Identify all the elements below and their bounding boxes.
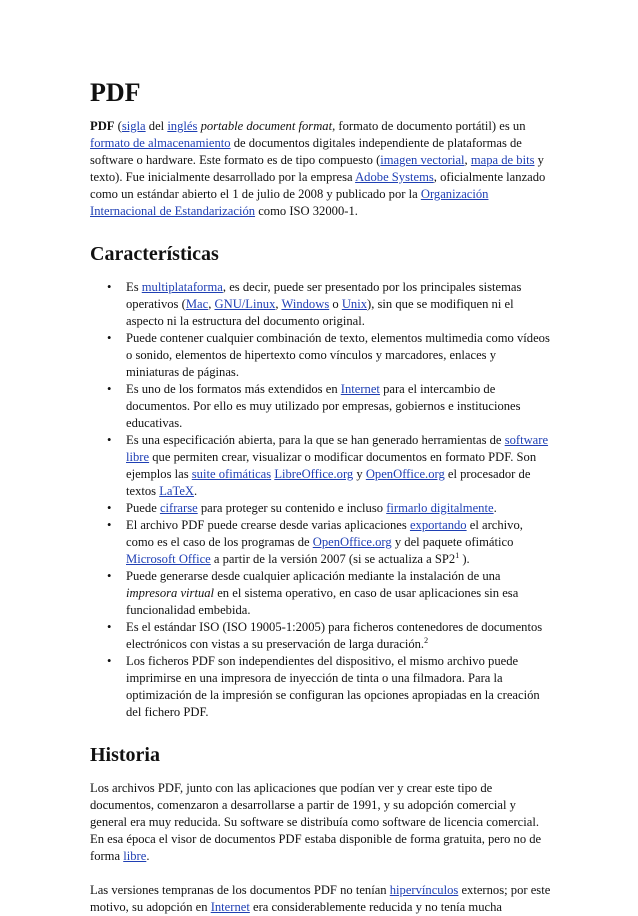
text-run: , formato de documento portátil) es un: [332, 119, 526, 133]
text-run: ), sin que se modifiquen ni el aspecto ni la estructura del documento original.: [126, 297, 514, 328]
list-item-text: [126, 280, 521, 328]
text-run: ,: [275, 297, 282, 311]
text-run: Es el estándar ISO (ISO 19005-1:2005) para ficheros contenedores de documentos electrónicos con vistas a su preservación de larga duración.: [126, 620, 543, 651]
link-gnu-linux[interactable]: GNU/Linux: [214, 297, 276, 311]
text-run: del: [145, 119, 168, 133]
bullet-icon: •: [107, 620, 112, 634]
list-item: [90, 381, 552, 432]
page-title: PDF: [90, 78, 141, 107]
text-run: el procesador de textos: [126, 467, 531, 498]
list-item: [90, 619, 552, 653]
link-exportando[interactable]: exportando: [409, 518, 467, 532]
history-paragraph: [90, 882, 552, 916]
link-mac[interactable]: Mac: [185, 297, 209, 311]
link-windows[interactable]: Windows: [281, 297, 330, 311]
bullet-icon: •: [107, 569, 112, 583]
features-list: [90, 279, 552, 721]
link-internet[interactable]: Internet: [340, 382, 380, 396]
list-item-text: [126, 518, 523, 566]
text-run: y del paquete ofimático: [391, 535, 514, 549]
bullet-icon: •: [107, 331, 112, 345]
link-ingles[interactable]: inglés: [167, 119, 198, 133]
text-run: para el intercambio de documentos. Por ello es muy utilizado por empresas, gobiernos e instituciones educativas.: [126, 382, 521, 430]
italic-term: impresora virtual: [126, 586, 215, 600]
text-run: , es decir, puede ser presentado por los principales sistemas operativos (: [126, 280, 522, 311]
text-run: a partir de la versión 2007 (si se actualiza a SP2: [210, 552, 456, 566]
link-sigla[interactable]: sigla: [121, 119, 146, 133]
text-run: y: [353, 467, 366, 481]
link-suite-ofimaticas[interactable]: suite ofimáticas: [191, 467, 272, 481]
link-internet[interactable]: Internet: [210, 900, 250, 914]
text-run: Puede: [126, 501, 160, 515]
text-run: .: [146, 849, 150, 863]
link-adobe-systems[interactable]: Adobe Systems: [355, 170, 434, 184]
list-item-text: [126, 569, 518, 617]
list-item-text: [126, 620, 542, 651]
link-latex[interactable]: LaTeX: [159, 484, 195, 498]
list-item-text: [126, 382, 521, 430]
link-openoffice-org[interactable]: OpenOffice.org: [365, 467, 445, 481]
bullet-icon: •: [107, 518, 112, 532]
italic-term: portable document format: [200, 119, 333, 133]
section-heading-caracteristicas: Características: [90, 243, 219, 265]
text-run: .: [194, 484, 198, 498]
link-multiplataforma[interactable]: multiplataforma: [141, 280, 223, 294]
text-run: ,: [208, 297, 215, 311]
link-mapa-de-bits[interactable]: mapa de bits: [470, 153, 535, 167]
link-firmarlo-digitalmente[interactable]: firmarlo digitalmente: [386, 501, 494, 515]
list-item: [90, 500, 552, 517]
list-item: [90, 517, 552, 568]
intro-paragraph: [90, 118, 552, 220]
list-item: [90, 279, 552, 330]
section-heading-historia: Historia: [90, 744, 160, 766]
text-run: Es una especificación abierta, para la que se han generado herramientas de: [126, 433, 505, 447]
text-run: , oficialmente lanzado como un estándar abierto el 1 de julio de 2008 y publicado por la: [90, 170, 546, 201]
link-openoffice-org[interactable]: OpenOffice.org: [312, 535, 392, 549]
link-formato-de-almacenamiento[interactable]: formato de almacenamiento: [90, 136, 231, 150]
link-microsoft-office[interactable]: Microsoft Office: [126, 552, 211, 566]
link-cifrarse[interactable]: cifrarse: [159, 501, 198, 515]
text-run: como ISO 32000-1.: [255, 204, 358, 218]
text-run: externos; por este motivo, su adopción en: [90, 883, 551, 914]
list-item: [90, 432, 552, 500]
document-page: [90, 78, 552, 916]
list-item: [90, 568, 552, 619]
text-run: que permiten crear, visualizar o modificar documentos en formato PDF. Son ejemplos las: [126, 450, 537, 481]
bullet-icon: •: [107, 280, 112, 294]
text-run: Es uno de los formatos más extendidos en: [126, 382, 341, 396]
link-libre[interactable]: libre: [123, 849, 147, 863]
list-item-text: [126, 501, 497, 515]
text-run: para proteger su contenido e incluso: [197, 501, 387, 515]
link-imagen-vectorial[interactable]: imagen vectorial: [380, 153, 465, 167]
list-item: [90, 653, 552, 721]
link-hipervinculos[interactable]: hipervínculos: [389, 883, 459, 897]
history-body: [90, 780, 552, 916]
text-run: .: [493, 501, 497, 515]
footnote-ref[interactable]: 2: [424, 635, 429, 645]
text-run: o: [329, 297, 342, 311]
list-item-text: [126, 654, 540, 719]
bullet-icon: •: [107, 654, 112, 668]
history-paragraph: [90, 780, 552, 865]
text-run: y texto). Fue inicialmente desarrollado por la empresa: [90, 153, 544, 184]
bullet-icon: •: [107, 501, 112, 515]
text-run: ,: [464, 153, 471, 167]
text-run: Puede generarse desde cualquier aplicación mediante la instalación de una: [126, 569, 501, 583]
list-item-text: [126, 433, 548, 498]
text-run: en el sistema operativo, en caso de usar aplicaciones sin esa funcionalidad embebida.: [126, 586, 519, 617]
text-run: el archivo, como es el caso de los programas de: [126, 518, 523, 549]
text-run: El archivo PDF puede crearse desde varias aplicaciones: [126, 518, 410, 532]
text-run: Puede contener cualquier combinación de texto, elementos multimedia como vídeos o sonido, elementos de hipertexto como vínculos y marcadores, enlaces y miniaturas de páginas.: [126, 331, 550, 379]
text-run: Es: [126, 280, 142, 294]
text-run: Los ficheros PDF son independientes del dispositivo, el mismo archivo puede imprimirse en una impresora de inyección de tinta o una filmadora. Para la optimización de la impresión se configuran las opciones apropiadas en la creación del fichero PDF.: [126, 654, 540, 719]
text-run: era considerablemente reducida y no tenía mucha: [249, 900, 502, 914]
text-run: (: [114, 119, 122, 133]
text-run: Las versiones tempranas de los documentos PDF no tenían: [90, 883, 390, 897]
bold-term: PDF: [90, 119, 115, 133]
bullet-icon: •: [107, 433, 112, 447]
bullet-icon: •: [107, 382, 112, 396]
footnote-ref[interactable]: 1: [455, 550, 460, 560]
text-run: de documentos digitales independiente de plataformas de software o hardware. Este formato es de tipo compuesto (: [90, 136, 522, 167]
link-libreoffice-org[interactable]: LibreOffice.org: [274, 467, 354, 481]
list-item: [90, 330, 552, 381]
text-run: Los archivos PDF, junto con las aplicaciones que podían ver y crear este tipo de documentos, comenzaron a desarrollarse a partir de 1991, y su adopción comercial y general era muy reducida. Su software se distribuía como software de licencia comercial. En esa época el visor de documentos PDF estaba disponible de forma gratuita, pero no de forma: [90, 781, 542, 863]
text-run: ).: [459, 552, 470, 566]
link-software-libre[interactable]: software libre: [126, 433, 549, 464]
list-item-text: [126, 331, 550, 379]
link-organizacion-internacional-de-estandarizacion[interactable]: Organización Internacional de Estandarización: [90, 187, 489, 218]
link-unix[interactable]: Unix: [341, 297, 368, 311]
